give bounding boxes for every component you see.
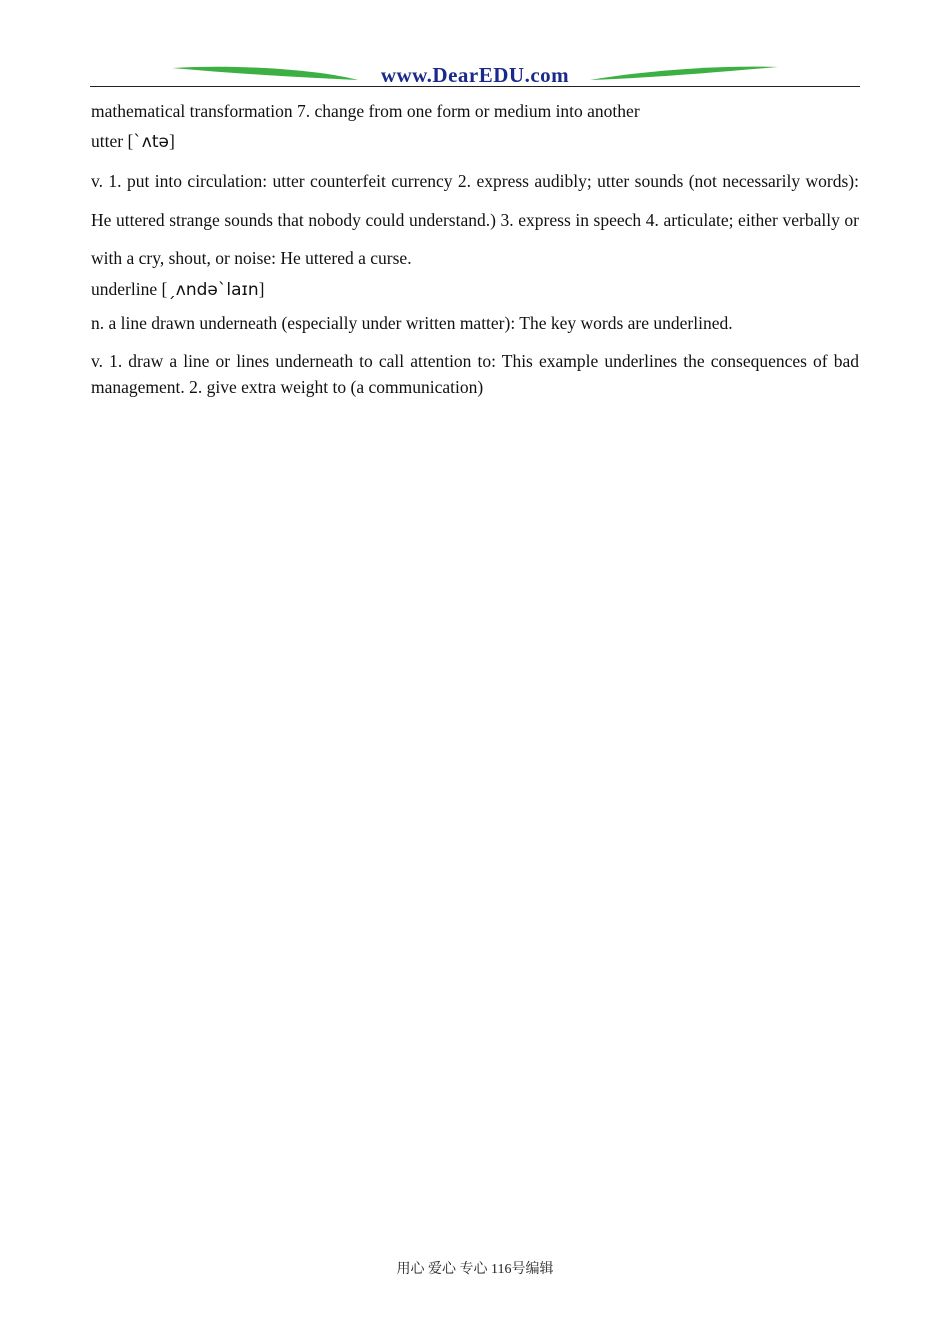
- definition-underline-noun: n. a line drawn underneath (especially under written matter): The key words are underlined.: [91, 312, 733, 333]
- page-footer: 用心 爱心 专心 116号编辑: [396, 1262, 554, 1277]
- header-rule: [90, 86, 860, 87]
- bracket-open: [: [123, 131, 134, 151]
- phonetic-transcription: ˏʌndəˋlaɪn: [167, 279, 259, 300]
- entry-headword-utter: [91, 131, 859, 152]
- bracket-close: ]: [168, 131, 175, 151]
- entry-headword-underline: [91, 279, 859, 300]
- document-body: [91, 101, 859, 400]
- site-name: www.DearEDU.com: [380, 63, 570, 87]
- definition-underline-verb: v. 1. draw a line or lines underneath to call attention to: This example underlines the consequences of bad management. 2. give extra weight to (a communication): [91, 350, 859, 397]
- continuation-line: mathematical transformation 7. change from one form or medium into another: [91, 101, 640, 121]
- headword: underline: [91, 278, 158, 299]
- page-header: [90, 62, 860, 92]
- headword: utter: [91, 131, 124, 151]
- bracket-open: [: [157, 278, 168, 299]
- definition-utter-verb: v. 1. put into circulation: utter counterfeit currency 2. express audibly; utter sounds (not necessarily words): He uttered strange sounds that nobody could understand.) 3. express in speech 4. articulate; either verbally or with a cry, shout, or noise: He uttered a curse.: [91, 171, 859, 268]
- phonetic-transcription: ˋʌtə: [133, 132, 169, 152]
- bracket-close: ]: [258, 278, 265, 299]
